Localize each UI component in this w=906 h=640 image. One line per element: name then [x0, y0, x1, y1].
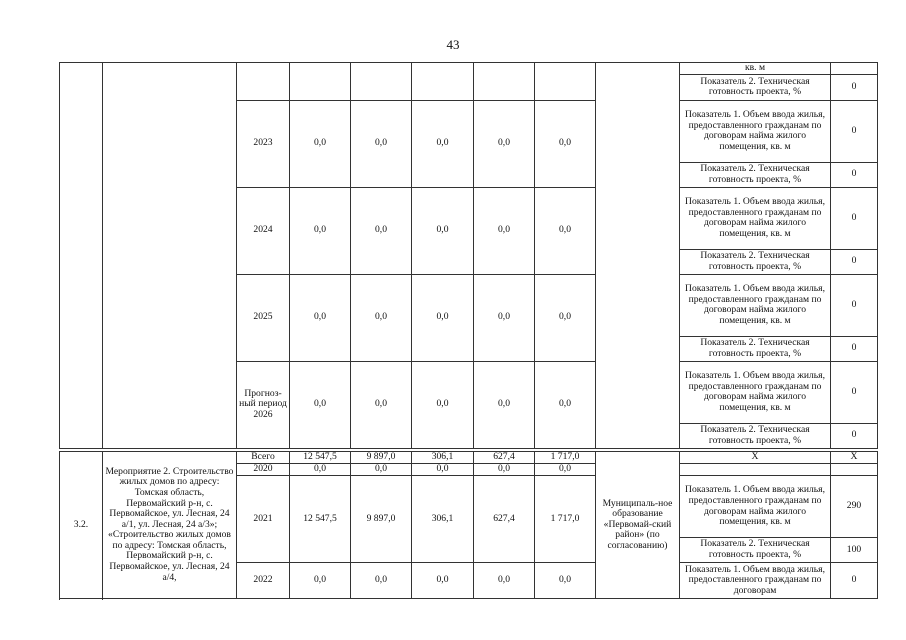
- total-cell: 12 547,5: [290, 476, 351, 563]
- indicator-cell: Показатель 2. Техническая готовность проекта, %: [680, 74, 831, 100]
- measure-number: 3.2.: [60, 452, 103, 599]
- measure-description: Мероприятие 2. Строительство жилых домов по адресу: Томская область, Первомайский р-н, с. Первомайское, ул. Лесная, 24 а/1, ул. Лесная, 24 а/3»; «Строительство жилых домов по адресу: Томская область, Первомайский р-н, с. Первомайское, ул. Лесная, 24 а/4,: [103, 452, 237, 599]
- indicator-cell: Показатель 1. Объем ввода жилья, предоставленного гражданам по договорам найма жилого помещения, кв. м: [680, 274, 831, 336]
- fund-cell: 0,0: [474, 100, 535, 187]
- measure-table: [59, 451, 878, 599]
- fund-cell-empty: [351, 63, 412, 101]
- fund-cell: 0,0: [351, 563, 412, 599]
- year-cell: 2023: [237, 100, 290, 187]
- value-cell: 0: [831, 563, 878, 599]
- fund-cell: 9 897,0: [351, 452, 412, 464]
- fund-cell: 1 717,0: [535, 452, 596, 464]
- value-cell-x: Х: [831, 452, 878, 464]
- total-cell-empty: [290, 63, 351, 101]
- fund-cell: 0,0: [351, 274, 412, 361]
- fund-cell-empty: [535, 63, 596, 101]
- indicator-cell: Показатель 1. Объем ввода жилья, предоставленного гражданам по договорам найма жилого помещения, кв. м: [680, 361, 831, 423]
- fund-cell: 0,0: [474, 361, 535, 448]
- value-cell: 0: [831, 361, 878, 423]
- indicator-cell: Показатель 1. Объем ввода жилья, предоставленного гражданам по договорам найма жилого помещения, кв. м: [680, 476, 831, 538]
- fund-cell: 0,0: [474, 464, 535, 476]
- value-cell: 0: [831, 162, 878, 187]
- fund-cell: 1 717,0: [535, 476, 596, 563]
- indicator-cell: Показатель 2. Техническая готовность проекта, %: [680, 538, 831, 563]
- fund-cell: 0,0: [535, 361, 596, 448]
- total-cell: 0,0: [290, 563, 351, 599]
- fund-cell: 0,0: [351, 100, 412, 187]
- value-cell-empty: [831, 63, 878, 75]
- year-cell: 2020: [237, 464, 290, 476]
- indicator-cell: Показатель 2. Техническая готовность проекта, %: [680, 423, 831, 448]
- indicator-cell-x: Х: [680, 452, 831, 464]
- indicator-cell: Показатель 2. Техническая готовность проекта, %: [680, 249, 831, 274]
- fund-cell: 0,0: [535, 464, 596, 476]
- fund-cell: 0,0: [412, 464, 474, 476]
- fund-cell: 0,0: [351, 361, 412, 448]
- fund-cell: 0,0: [474, 187, 535, 274]
- indicator-cell-empty: [680, 464, 831, 476]
- budget-table: [59, 62, 878, 449]
- fund-cell-empty: [412, 63, 474, 101]
- indicator-cell: Показатель 1. Объем ввода жилья, предоставленного гражданам по договорам найма жилого помещения, кв. м: [680, 187, 831, 249]
- indicator-cell: кв. м: [680, 63, 831, 75]
- fund-cell: 627,4: [474, 476, 535, 563]
- responsible-cell: Муниципаль-ное образование «Первомай-ский район» (по согласованию): [596, 452, 680, 599]
- year-cell-forecast: Прогноз-ный период 2026: [237, 361, 290, 448]
- value-cell: 0: [831, 336, 878, 361]
- fund-cell: 0,0: [535, 563, 596, 599]
- fund-cell: 0,0: [474, 274, 535, 361]
- year-cell: 2021: [237, 476, 290, 563]
- fund-cell: 306,1: [412, 452, 474, 464]
- value-cell: 0: [831, 100, 878, 162]
- total-cell: 0,0: [290, 274, 351, 361]
- fund-cell: 0,0: [474, 563, 535, 599]
- fund-cell: 0,0: [412, 563, 474, 599]
- year-cell: 2024: [237, 187, 290, 274]
- year-cell: 2022: [237, 563, 290, 599]
- value-cell: 100: [831, 538, 878, 563]
- page-number: 43: [446, 37, 460, 52]
- year-cell-total: Всего: [237, 452, 290, 464]
- fund-cell: 0,0: [412, 187, 474, 274]
- fund-cell-empty: [474, 63, 535, 101]
- number-cell-empty: [60, 63, 103, 449]
- fund-cell: 0,0: [412, 100, 474, 187]
- fund-cell: 9 897,0: [351, 476, 412, 563]
- total-cell: 0,0: [290, 100, 351, 187]
- value-cell: 0: [831, 249, 878, 274]
- value-cell: 0: [831, 274, 878, 336]
- value-cell: 0: [831, 423, 878, 448]
- indicator-cell: Показатель 2. Техническая готовность проекта, %: [680, 336, 831, 361]
- fund-cell: 0,0: [535, 100, 596, 187]
- indicator-cell: Показатель 1. Объем ввода жилья, предоставленного гражданам по договорам: [680, 563, 831, 599]
- fund-cell: 0,0: [535, 274, 596, 361]
- value-cell: 290: [831, 476, 878, 538]
- year-cell-empty: [237, 63, 290, 101]
- fund-cell: 0,0: [535, 187, 596, 274]
- year-cell: 2025: [237, 274, 290, 361]
- fund-cell: 0,0: [351, 187, 412, 274]
- total-cell: 12 547,5: [290, 452, 351, 464]
- indicator-cell: Показатель 2. Техническая готовность проекта, %: [680, 162, 831, 187]
- value-cell: 0: [831, 187, 878, 249]
- value-cell-empty: [831, 464, 878, 476]
- responsible-cell-empty: [596, 63, 680, 449]
- fund-cell: 0,0: [351, 464, 412, 476]
- total-cell: 0,0: [290, 187, 351, 274]
- indicator-cell: Показатель 1. Объем ввода жилья, предоставленного гражданам по договорам найма жилого помещения, кв. м: [680, 100, 831, 162]
- fund-cell: 0,0: [412, 361, 474, 448]
- value-cell: 0: [831, 74, 878, 100]
- fund-cell: 0,0: [412, 274, 474, 361]
- total-cell: 0,0: [290, 361, 351, 448]
- fund-cell: 306,1: [412, 476, 474, 563]
- total-cell: 0,0: [290, 464, 351, 476]
- description-cell-empty: [103, 63, 237, 449]
- fund-cell: 627,4: [474, 452, 535, 464]
